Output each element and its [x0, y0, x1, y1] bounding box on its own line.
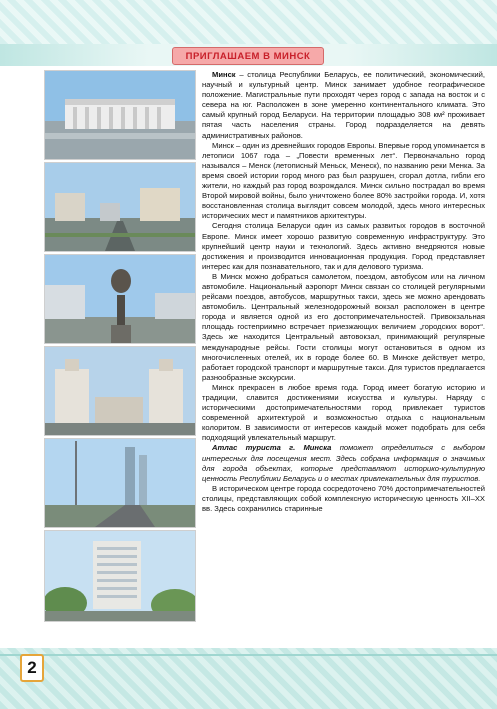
paragraph: [202, 272, 485, 383]
station-photo: [44, 346, 196, 436]
paragraph-body: – столица Республики Беларусь, ее политический, экономический, научный и культурный центр. Минск занимает удобное географическое положение. Магистральные пути проходят через город с запада на восток и с севера на юг. Расположен в зоне умеренно континентального климата. Это самый крупный город Беларуси. На территории площадью 308 км² проживает пятая часть населения страны. Город подразделяется на девять административных районов.: [202, 70, 485, 140]
paragraph-body: В историческом центре города сосредоточено 70% достопримечательностей столицы, представляющих собой комплексную историческую ценность XII–XX вв. Здесь сохранились старинные: [202, 483, 485, 514]
hotel-photo: [44, 530, 196, 622]
paragraph: [202, 443, 485, 483]
palace-photo: [44, 70, 196, 160]
paragraph-body: Сегодня столица Беларуси один из самых развитых городов в восточной Европе. Минск имеет хорошо развитую современную инфраструктуру. Это крупнейший центр науки и технологий. Здесь активно внедряются новые достижения и производится инновационная продукция. Город представляет интерес как для познавательного, так и для делового туризма.: [202, 221, 485, 271]
avenue-photo: [44, 162, 196, 252]
paragraph-body: Минск – один из древнейших городов Европы. Впервые город упоминается в летописи 1067 года – „Повести временных лет“. Первоначально город назывался – Менск (летописный Меньск, Менеск), по названию реки Менка. За время своей истории город много раз был разрушен, сгорал дотла, гибли его жители, но каждый раз город возрождался. Минск сильно пострадал во время Второй мировой войны, было уничтожено более 80% застройки города. И, хотя восстановленная столица выглядит совсем молодой, здесь много интересных исторических мест и памятников архитектуры.: [202, 140, 485, 221]
page-title: ПРИГЛАШАЕМ В МИНСК: [172, 47, 324, 65]
article-text: [202, 70, 485, 514]
paragraph: [202, 383, 485, 444]
paragraph: [202, 70, 485, 141]
monument-photo: [44, 254, 196, 344]
paragraph-lead: Атлас туриста г. Минска: [212, 443, 332, 453]
bottom-ornament: [0, 648, 497, 709]
page-number: 2: [20, 654, 44, 682]
bottom-divider: [0, 654, 497, 656]
paragraph: [202, 484, 485, 514]
towers-photo: [44, 438, 196, 528]
paragraph: [202, 141, 485, 222]
paragraph-body: В Минск можно добраться самолетом, поездом, автобусом или на личном автомобиле. Национальный аэропорт Минск связан со столицей регулярными рейсами поездов, автобусов, маршрутных такси, здесь же можно арендовать автомобиль. Центральный железнодорожный вокзал расположен в центре города и является одной из его достопримечательностей. Привокзальная площадь гостеприимно встречает приезжающих величием „городских ворот“. Здесь же находится Центральный автовокзал, принимающий регулярные международные рейсы. Гости столицы могут остановиться в одном из многочисленных отелей, их в городе более 60. В Минске действует метро, работает городской транспорт и маршрутные такси. Для туристов предлагается разнообразные экскурсии.: [202, 271, 485, 382]
top-ornament: [0, 0, 497, 44]
paragraph-body: Минск прекрасен в любое время года. Город имеет богатую историю и традиции, славится достижениями искусства и культуры. Наряду с историческими достопримечательностями город привлекает туристов современной архитектурой и возможностью отдыха с национальным колоритом. В зависимости от интересов каждый может подобрать для себя подходящий увлекательный маршрут.: [202, 382, 485, 443]
paragraph-body: поможет определиться с выбором интересных для посещения мест. Здесь собрана информация о значимых для города объектах, которые представляют историко-культурную ценность Республики Беларусь и о местах привлекательных для туристов.: [202, 443, 485, 483]
paragraph: [202, 221, 485, 271]
paragraph-lead: Минск: [212, 70, 236, 79]
